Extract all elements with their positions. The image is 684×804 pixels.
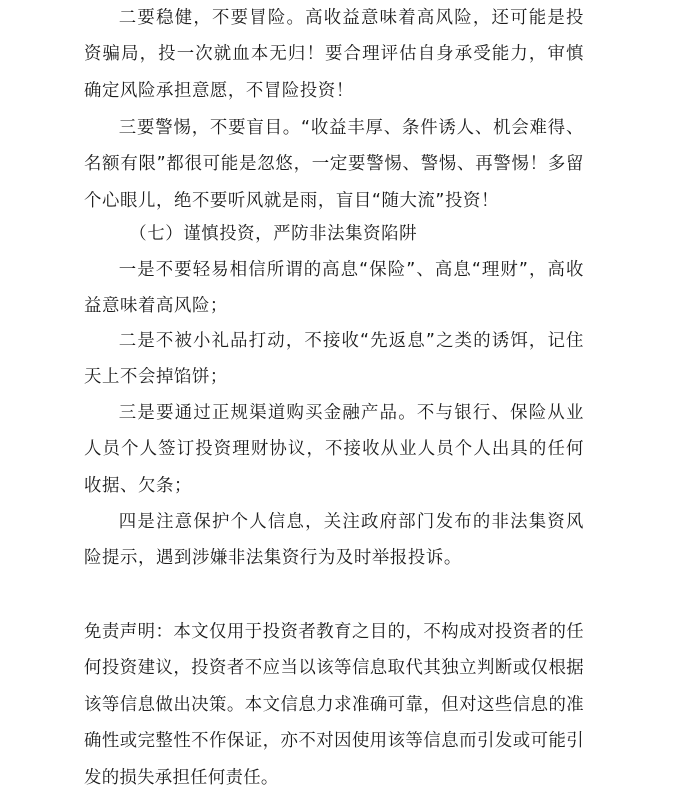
paragraph-high-interest-warning: 一是不要轻易相信所谓的高息“保险”、高息“理财”，高收益意味着高风险； xyxy=(84,260,584,317)
paragraph-protect-personal-info: 四是注意保护个人信息，关注政府部门发布的非法集资风险提示，遇到涉嫌非法集资行为及时举报投诉。 xyxy=(84,512,584,569)
paragraph-formal-channels: 三是要通过正规渠道购买金融产品。不与银行、保险从业人员个人签订投资理财协议，不接收从业人员个人出具的任何收据、欠条； xyxy=(84,403,584,496)
paragraph-be-vigilant: 三要警惕，不要盲目。“收益丰厚、条件诱人、机会难得、名额有限”都很可能是忽悠，一定要警惕、警惕、再警惕！多留个心眼儿，绝不要听风就是雨，盲目“随大流”投资！ xyxy=(84,118,584,211)
paragraph-small-gifts-warning: 二是不被小礼品打动，不接收“先返息”之类的诱饵，记住天上不会掉馅饼； xyxy=(84,331,584,388)
disclaimer-text: 免责声明：本文仅用于投资者教育之目的，不构成对投资者的任何投资建议，投资者不应当以该等信息取代其独立判断或仅根据该等信息做出决策。本文信息力求准确可靠，但对这些信息的准确性或完整性不作保证，亦不对因使用该等信息而引发或可能引发的损失承担任何责任。 xyxy=(84,622,584,788)
paragraph-steady-no-risk: 二要稳健，不要冒险。高收益意味着高风险，还可能是投资骗局，投一次就血本无归！要合理评估自身承受能力，审慎确定风险承担意愿，不冒险投资！ xyxy=(84,8,584,101)
section-heading-cautious-investment: （七）谨慎投资，严防非法集资陷阱 xyxy=(129,224,418,244)
